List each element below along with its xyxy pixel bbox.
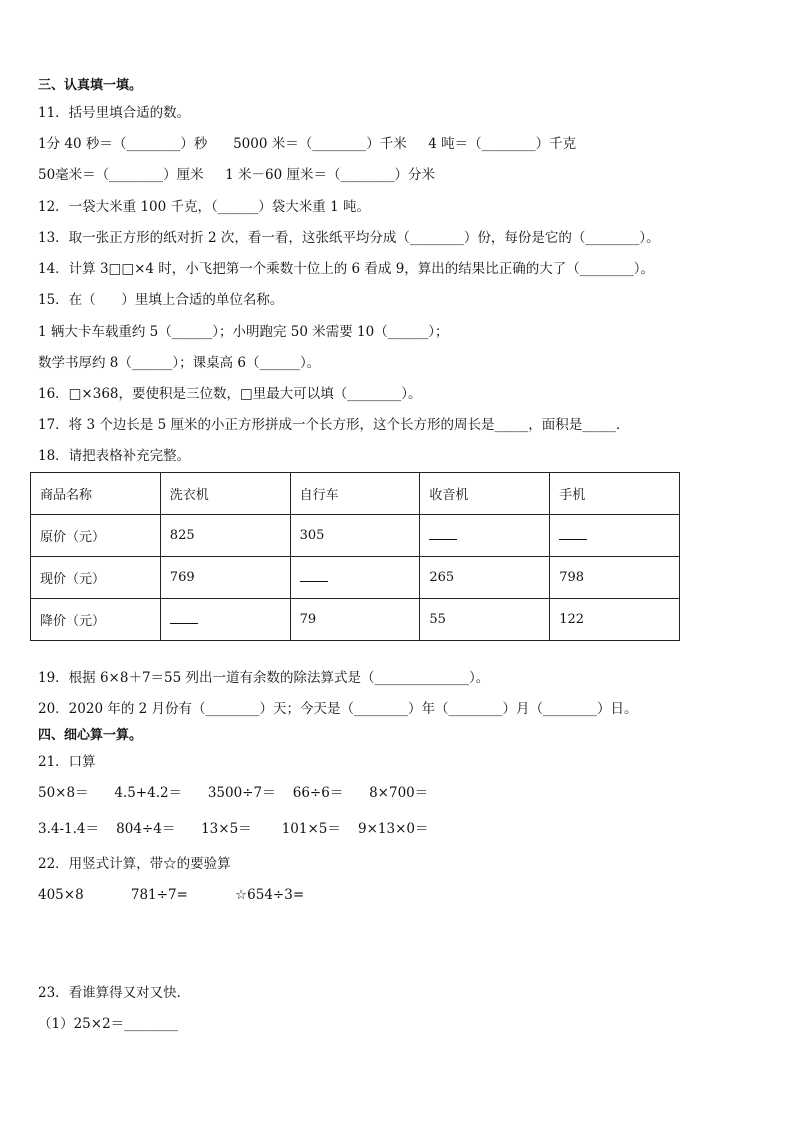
answer-blank bbox=[559, 527, 587, 540]
question-11-title: 11．括号里填合适的数。 bbox=[38, 105, 191, 121]
question-18: 18．请把表格补充完整。 bbox=[38, 448, 191, 464]
table-header-cell: 自行车 bbox=[290, 473, 420, 515]
answer-blank bbox=[429, 527, 457, 540]
table-cell: 55 bbox=[420, 599, 550, 641]
question-21-line-2: 3.4-1.4＝ 804÷4＝ 13×5＝ 101×5＝ 9×13×0＝ bbox=[38, 821, 429, 837]
table-cell: 305 bbox=[290, 515, 420, 557]
table-header-cell: 洗衣机 bbox=[160, 473, 290, 515]
answer-blank bbox=[170, 611, 198, 624]
table-blank-cell[interactable] bbox=[160, 599, 290, 641]
table-row bbox=[31, 599, 680, 641]
section-4-title: 四、细心算一算。 bbox=[38, 728, 143, 743]
table-blank-cell[interactable] bbox=[420, 515, 550, 557]
table-cell: 265 bbox=[420, 557, 550, 599]
price-table bbox=[30, 472, 680, 641]
question-15-line-2: 数学书厚约 8（______）；课桌高 6（______）。 bbox=[38, 355, 321, 371]
question-19: 19．根据 6×8＋7＝55 列出一道有余数的除法算式是（______________）。 bbox=[38, 670, 490, 686]
question-23-title: 23．看谁算得又对又快． bbox=[38, 985, 191, 1001]
table-header-cell: 手机 bbox=[550, 473, 680, 515]
answer-blank bbox=[300, 569, 328, 582]
table-header-cell: 商品名称 bbox=[31, 473, 161, 515]
question-23-line-1: （1）25×2＝________ bbox=[38, 1016, 179, 1032]
section-3-title: 三、认真填一填。 bbox=[38, 78, 143, 93]
table-header-cell: 收音机 bbox=[420, 473, 550, 515]
row-label-price-drop: 降价（元） bbox=[31, 599, 161, 641]
question-16: 16．□×368，要使积是三位数，□里最大可以填（________）。 bbox=[38, 386, 422, 402]
table-blank-cell[interactable] bbox=[550, 515, 680, 557]
question-22-title: 22．用竖式计算，带☆的要验算 bbox=[38, 856, 231, 872]
table-cell: 79 bbox=[290, 599, 420, 641]
table-blank-cell[interactable] bbox=[290, 557, 420, 599]
table-row bbox=[31, 515, 680, 557]
question-13: 13．取一张正方形的纸对折 2 次，看一看，这张纸平均分成（________）份，每份是它的（________）。 bbox=[38, 230, 660, 246]
table-cell: 798 bbox=[550, 557, 680, 599]
question-12: 12．一袋大米重 100 千克，（______）袋大米重 1 吨。 bbox=[38, 199, 370, 215]
question-22-line-1: 405×8 781÷7= ☆654÷3= bbox=[38, 887, 305, 903]
table-row bbox=[31, 557, 680, 599]
table-cell: 122 bbox=[550, 599, 680, 641]
question-11-line-2: 50毫米＝（________）厘米 1 米－60 厘米＝（________）分米 bbox=[38, 167, 435, 183]
question-21-title: 21．口算 bbox=[38, 754, 96, 770]
question-15-title: 15．在（ ）里填上合适的单位名称。 bbox=[38, 292, 284, 308]
table-header-row bbox=[31, 473, 680, 515]
row-label-current-price: 现价（元） bbox=[31, 557, 161, 599]
question-21-line-1: 50×8＝ 4.5+4.2＝ 3500÷7＝ 66÷6＝ 8×700＝ bbox=[38, 785, 429, 801]
question-20: 20．2020 年的 2 月份有（________）天；今天是（________）年（________）月（________）日。 bbox=[38, 701, 638, 717]
table-cell: 825 bbox=[160, 515, 290, 557]
question-15-line-1: 1 辆大卡车载重约 5（______）；小明跑完 50 米需要 10（______）； bbox=[38, 324, 449, 340]
row-label-original-price: 原价（元） bbox=[31, 515, 161, 557]
question-17: 17．将 3 个边长是 5 厘米的小正方形拼成一个长方形，这个长方形的周长是_____，面积是_____． bbox=[38, 417, 630, 433]
question-11-line-1: 1分 40 秒＝（________）秒 5000 米＝（________）千米 4 吨＝（________）千克 bbox=[38, 136, 577, 152]
question-14: 14．计算 3□□×4 时，小飞把第一个乘数十位上的 6 看成 9，算出的结果比正确的大了（________）。 bbox=[38, 261, 655, 277]
table-cell: 769 bbox=[160, 557, 290, 599]
